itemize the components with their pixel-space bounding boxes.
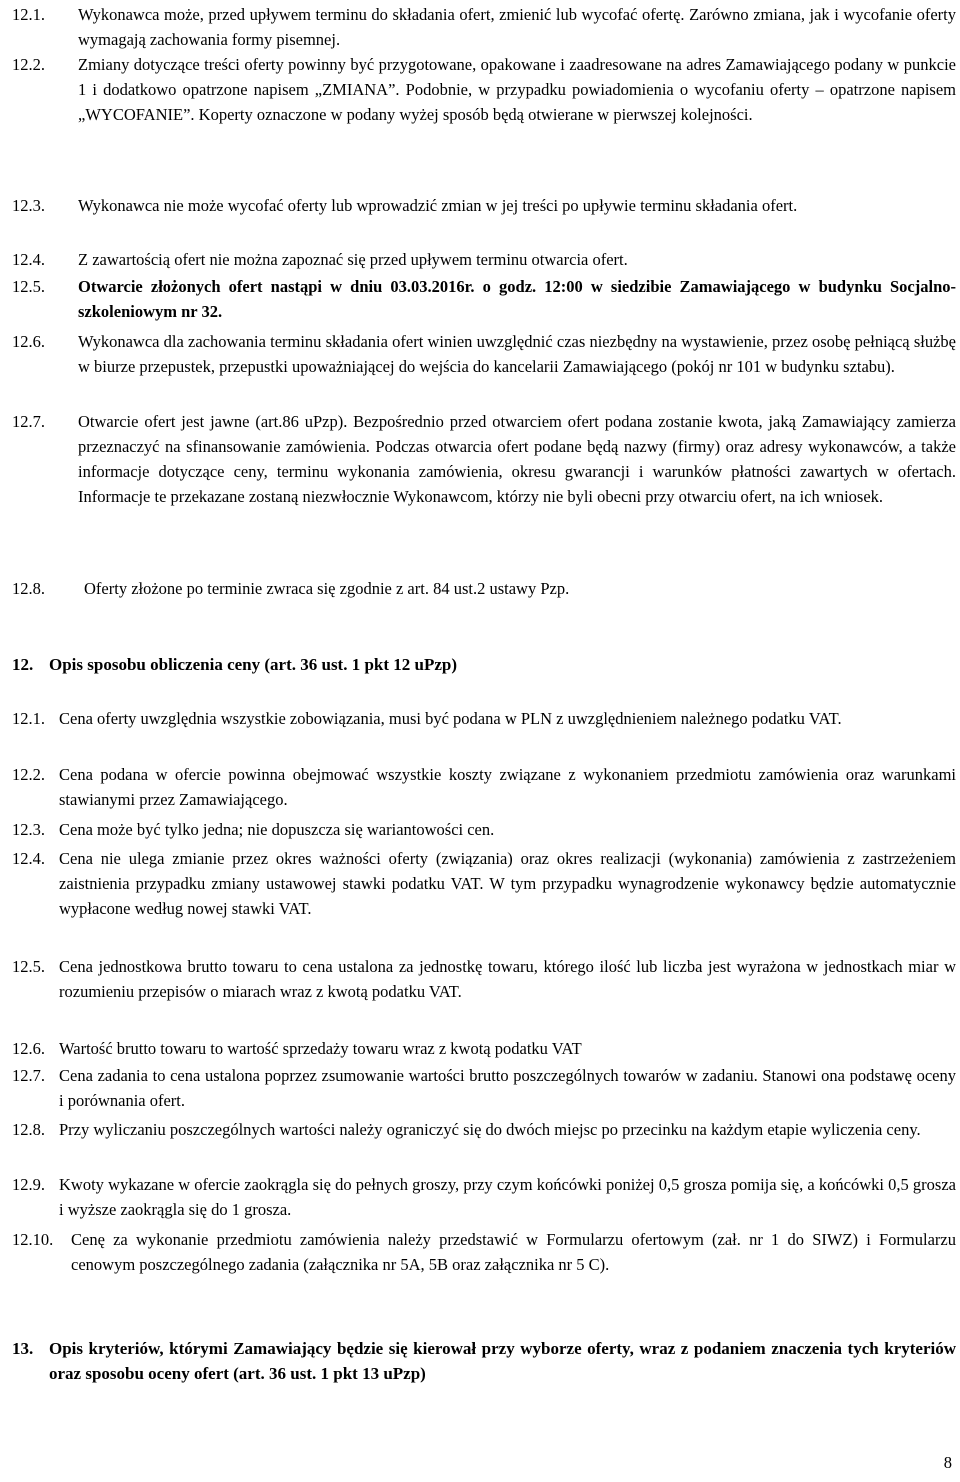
section-number: 12. — [12, 655, 34, 674]
item-text: Cena jednostkowa brutto towaru to cena ustalona za jednostkę towaru, którego ilość lub liczba jest wyrażona w jednostkach miar w rozumieniu przepisów o miarach wraz z kwotą podatku VAT. — [59, 957, 956, 1001]
list-item — [12, 409, 956, 509]
item-text: Cena oferty uwzględnia wszystkie zobowiązania, musi być podana w PLN z uwzględnieniem należnego podatku VAT. — [59, 709, 842, 728]
list-item — [12, 846, 956, 921]
item-text: Cena może być tylko jedna; nie dopuszcza się wariantowości cen. — [59, 820, 495, 839]
item-number: 12.1. — [12, 5, 45, 24]
list-item — [12, 1172, 956, 1222]
item-text: Wykonawca dla zachowania terminu składania ofert winien uwzględnić czas niezbędny na wystawienie, przez osobę pełniącą służbę w biurze przepustek, przepustki upoważniającej do wejścia do kancelarii Zamawiającego (pokój nr 101 w budynku sztabu). — [78, 332, 956, 376]
page-number: 8 — [943, 1453, 952, 1472]
item-text: Zmiany dotyczące treści oferty powinny być przygotowane, opakowane i zaadresowane na adres Zamawiającego podany w punkcie 1 i dodatkowo opatrzone napisem „ZMIANA”. Podobnie, w przypadku powiadomienia o wycofaniu oferty – opatrzone napisem „WYCOFANIE”. Koperty oznaczone w podany wyżej sposób będą otwierane w pierwszej kolejności. — [78, 55, 956, 124]
item-number: 12.8. — [12, 579, 45, 598]
list-item — [12, 2, 956, 52]
item-number: 12.1. — [12, 709, 45, 728]
item-number: 12.4. — [12, 250, 45, 269]
item-number: 12.10. — [12, 1230, 54, 1249]
list-item — [12, 274, 956, 324]
item-text: Cena podana w ofercie powinna obejmować wszystkie koszty związane z wykonaniem przedmiotu zamówienia oraz warunkami stawianymi przez Zamawiającego. — [59, 765, 956, 809]
section-heading — [12, 652, 956, 677]
item-number: 12.8. — [12, 1120, 45, 1139]
item-number: 12.7. — [12, 412, 45, 431]
list-item — [12, 576, 956, 601]
list-item — [12, 1063, 956, 1113]
list-item — [12, 329, 956, 379]
list-item — [12, 762, 956, 812]
item-number: 12.2. — [12, 55, 45, 74]
list-item — [12, 52, 956, 127]
item-number: 12.6. — [12, 332, 45, 351]
item-number: 12.3. — [12, 820, 45, 839]
item-text: Cena zadania to cena ustalona poprzez zsumowanie wartości brutto poszczególnych towarów w zadaniu. Stanowi ona podstawę oceny i porównania ofert. — [59, 1066, 956, 1110]
section-number: 13. — [12, 1339, 34, 1358]
item-number: 12.5. — [12, 277, 45, 296]
list-item — [12, 1227, 956, 1277]
section-heading — [12, 1336, 956, 1386]
section-title: Opis kryteriów, którymi Zamawiający będzie się kierował przy wyborze oferty, wraz z podaniem znaczenia tych kryteriów oraz sposobu oceny ofert (art. 36 ust. 1 pkt 13 uPzp) — [49, 1339, 956, 1383]
item-text: Wartość brutto towaru to wartość sprzedaży towaru wraz z kwotą podatku VAT — [59, 1039, 582, 1058]
item-text: Wykonawca nie może wycofać oferty lub wprowadzić zmian w jej treści po upływie terminu składania ofert. — [78, 196, 798, 215]
list-item — [12, 193, 956, 218]
item-number: 12.2. — [12, 765, 45, 784]
item-number: 12.3. — [12, 196, 45, 215]
item-text: Otwarcie ofert jest jawne (art.86 uPzp). Bezpośrednio przed otwarciem ofert podana zostanie kwota, jaką Zamawiający zamierza przeznaczyć na sfinansowanie zamówienia. Podczas otwarcia ofert podane będą nazwy (firmy) oraz adresy wykonawców, a także informacje dotyczące ceny, terminu wykonania zamówienia, okresu gwarancji i warunków płatności zawartych w ofertach. Informacje te przekazane zostaną niezwłocznie Wykonawcom, którzy nie byli obecni przy otwarciu ofert, na ich wniosek. — [78, 412, 956, 506]
item-number: 12.7. — [12, 1066, 45, 1085]
list-item — [12, 247, 956, 272]
list-item — [12, 817, 956, 842]
list-item — [12, 706, 956, 731]
item-text: Kwoty wykazane w ofercie zaokrągla się do pełnych groszy, przy czym końcówki poniżej 0,5 grosza pomija się, a końcówki 0,5 grosza i wyższe zaokrągla się do 1 grosza. — [59, 1175, 956, 1219]
item-number: 12.9. — [12, 1175, 45, 1194]
item-text: Z zawartością ofert nie można zapoznać się przed upływem terminu otwarcia ofert. — [78, 250, 628, 269]
list-item — [12, 954, 956, 1004]
section-title: Opis sposobu obliczenia ceny (art. 36 ust. 1 pkt 12 uPzp) — [49, 655, 458, 674]
item-text: Cena nie ulega zmianie przez okres ważności oferty (związania) oraz okres realizacji (wykonania) zamówienia z zastrzeżeniem zaistnienia przypadku zmiany ustawowej stawki podatku VAT. W tym przypadku wynagrodzenie wykonawcy będzie automatycznie wypłacone według nowej stawki VAT. — [59, 849, 956, 918]
item-number: 12.6. — [12, 1039, 45, 1058]
item-number: 12.4. — [12, 849, 45, 868]
item-text: Przy wyliczaniu poszczególnych wartości należy ograniczyć się do dwóch miejsc po przecinku na każdym etapie wyliczenia ceny. — [59, 1120, 921, 1139]
list-item — [12, 1117, 956, 1142]
list-item — [12, 1036, 956, 1061]
item-text: Oferty złożone po terminie zwraca się zgodnie z art. 84 ust.2 ustawy Pzp. — [84, 579, 570, 598]
item-text: Wykonawca może, przed upływem terminu do składania ofert, zmienić lub wycofać ofertę. Zarówno zmiana, jak i wycofanie oferty wymagają zachowania formy pisemnej. — [78, 5, 956, 49]
item-number: 12.5. — [12, 957, 45, 976]
item-text: Cenę za wykonanie przedmiotu zamówienia należy przedstawić w Formularzu ofertowym (zał. nr 1 do SIWZ) i Formularzu cenowym poszczególnego zadania (załącznika nr 5A, 5B oraz załącznika nr 5 C). — [71, 1230, 956, 1274]
item-text: Otwarcie złożonych ofert nastąpi w dniu 03.03.2016r. o godz. 12:00 w siedzibie Zamawiającego w budynku Socjalno-szkoleniowym nr 32. — [78, 277, 956, 321]
